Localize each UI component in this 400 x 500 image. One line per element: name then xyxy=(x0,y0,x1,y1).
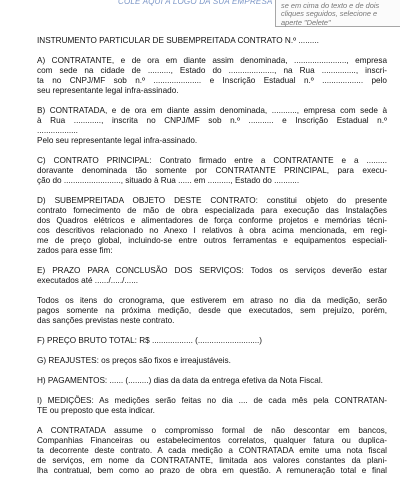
clause-line: contrato fornecimento de mão de obra especializada para execução das Instalações xyxy=(37,206,387,215)
clause-line: das sanções previstas neste contrato. xyxy=(37,316,175,325)
instruction-note-line: aperte "Delete" xyxy=(281,17,331,27)
clause-pagamentos xyxy=(37,376,387,386)
clause-contratada xyxy=(37,106,387,146)
clause-line: H) PAGAMENTOS: ...... (.........) dias da data da entrega efetiva da Nota Fiscal. xyxy=(37,376,323,385)
document-body xyxy=(37,36,387,476)
clause-line: com sede na cidade de .........., Estado do ...................., na Rua ..............., inscri- xyxy=(37,66,387,75)
clause-line: Todos os itens do cronograma, que estiverem em atraso no dia da medição, serão xyxy=(37,296,387,305)
clause-line: de serviços, em nome da CONTRATANTE, limitada aos valores constantes da plani- xyxy=(37,456,387,465)
clause-line: dos Quadros elétricos e alimentadores de força conforme projetos e memórias técni- xyxy=(37,216,387,225)
instruction-note-line: cliques seguidos, selecione e xyxy=(281,9,378,19)
clause-line: ção do ........................., situado à Rua ...... em .........., Estado do ........... xyxy=(37,176,300,185)
clause-line: A) CONTRATANTE, e de ora em diante assim denominada, ......................., empresa xyxy=(37,56,387,65)
clause-subempreitada xyxy=(37,196,387,256)
clause-prazo xyxy=(37,266,387,286)
clause-line: I) MEDIÇÕES: As medições serão feitas no dia .... de cada mês pela CONTRATAN- xyxy=(37,396,387,405)
clause-line: E) PRAZO PARA CONCLUSÃO DOS SERVIÇOS: Todos os serviços deverão estar xyxy=(37,266,387,275)
clause-preco xyxy=(37,336,387,346)
clause-line: B) CONTRATADA, e de ora em diante assim denominada, ..........., empresa com sede à xyxy=(37,106,387,115)
clause-line: me de preço global, incluindo-se entre outros ferramentas e equipamentos especiali- xyxy=(37,236,387,245)
clause-reajustes xyxy=(37,356,387,366)
clause-line: ta no CNPJ/MF sob n.º ..................... e Inscrição Estadual n.º .................. pelo xyxy=(37,76,387,85)
clause-line: seu representante legal infra-assinado. xyxy=(37,86,179,95)
document-title: INSTRUMENTO PARTICULAR DE SUBEMPREITADA CONTRATO N.º ......... xyxy=(37,36,319,45)
clause-line: Pelo seu representante legal infra-assinado. xyxy=(37,136,198,145)
clause-line: executados até ....../...../...... xyxy=(37,276,139,285)
instruction-note-box xyxy=(275,0,400,27)
clause-contrato-principal xyxy=(37,156,387,186)
clause-line: F) PREÇO BRUTO TOTAL: R$ .................. (...........................) xyxy=(37,336,263,345)
clause-line: pagos somente na próxima medição, desde que executados, sem prejuízo, porém, xyxy=(37,306,387,315)
clause-line: .................. xyxy=(37,126,78,135)
logo-placeholder: COLE AQUI A LOGO DA SUA EMPRESA xyxy=(118,0,273,6)
clause-line: TE ou preposto que esta indicar. xyxy=(37,406,155,415)
clause-compromisso xyxy=(37,426,387,476)
clause-line: cos descritivos relacionado no Anexo I relativos à obra acima mencionada, em regi- xyxy=(37,226,387,235)
clause-line: C) CONTRATO PRINCIPAL: Contrato firmado entre a CONTRATANTE e a ......... xyxy=(37,156,387,165)
clause-line: Companhias Financeiras ou estabelecimentos correlatos, qualquer fatura ou duplica- xyxy=(37,436,387,445)
clause-line: G) REAJUSTES: os preços são fixos e irreajustáveis. xyxy=(37,356,231,365)
instruction-note-line: se em cima do texto e de dois xyxy=(281,1,380,10)
clause-cronograma xyxy=(37,296,387,326)
clause-line: à Rua ............, inscrita no CNPJ/MF sob n.º ........... e Inscrição Estadual n.º xyxy=(37,116,387,125)
clause-line: lha contratual, bem como ao prazo de obra em questão. A remuneração total e final xyxy=(37,466,387,475)
clause-line: ta decorrente deste contrato. A cada medição a CONTRATADA emite uma nota fiscal xyxy=(37,446,387,455)
clause-medicoes xyxy=(37,396,387,416)
clause-line: doravante denominada tão somente por CONTRATANTE PRINCIPAL, para execu- xyxy=(37,166,387,175)
clause-contratante xyxy=(37,56,387,96)
clause-line: D) SUBEMPREITADA OBJETO DESTE CONTRATO: constitui objeto do presente xyxy=(37,196,387,205)
clause-line: A CONTRATADA assume o compromisso formal de não descontar em bancos, xyxy=(37,426,387,435)
clause-line: zados para esse fim: xyxy=(37,246,113,255)
